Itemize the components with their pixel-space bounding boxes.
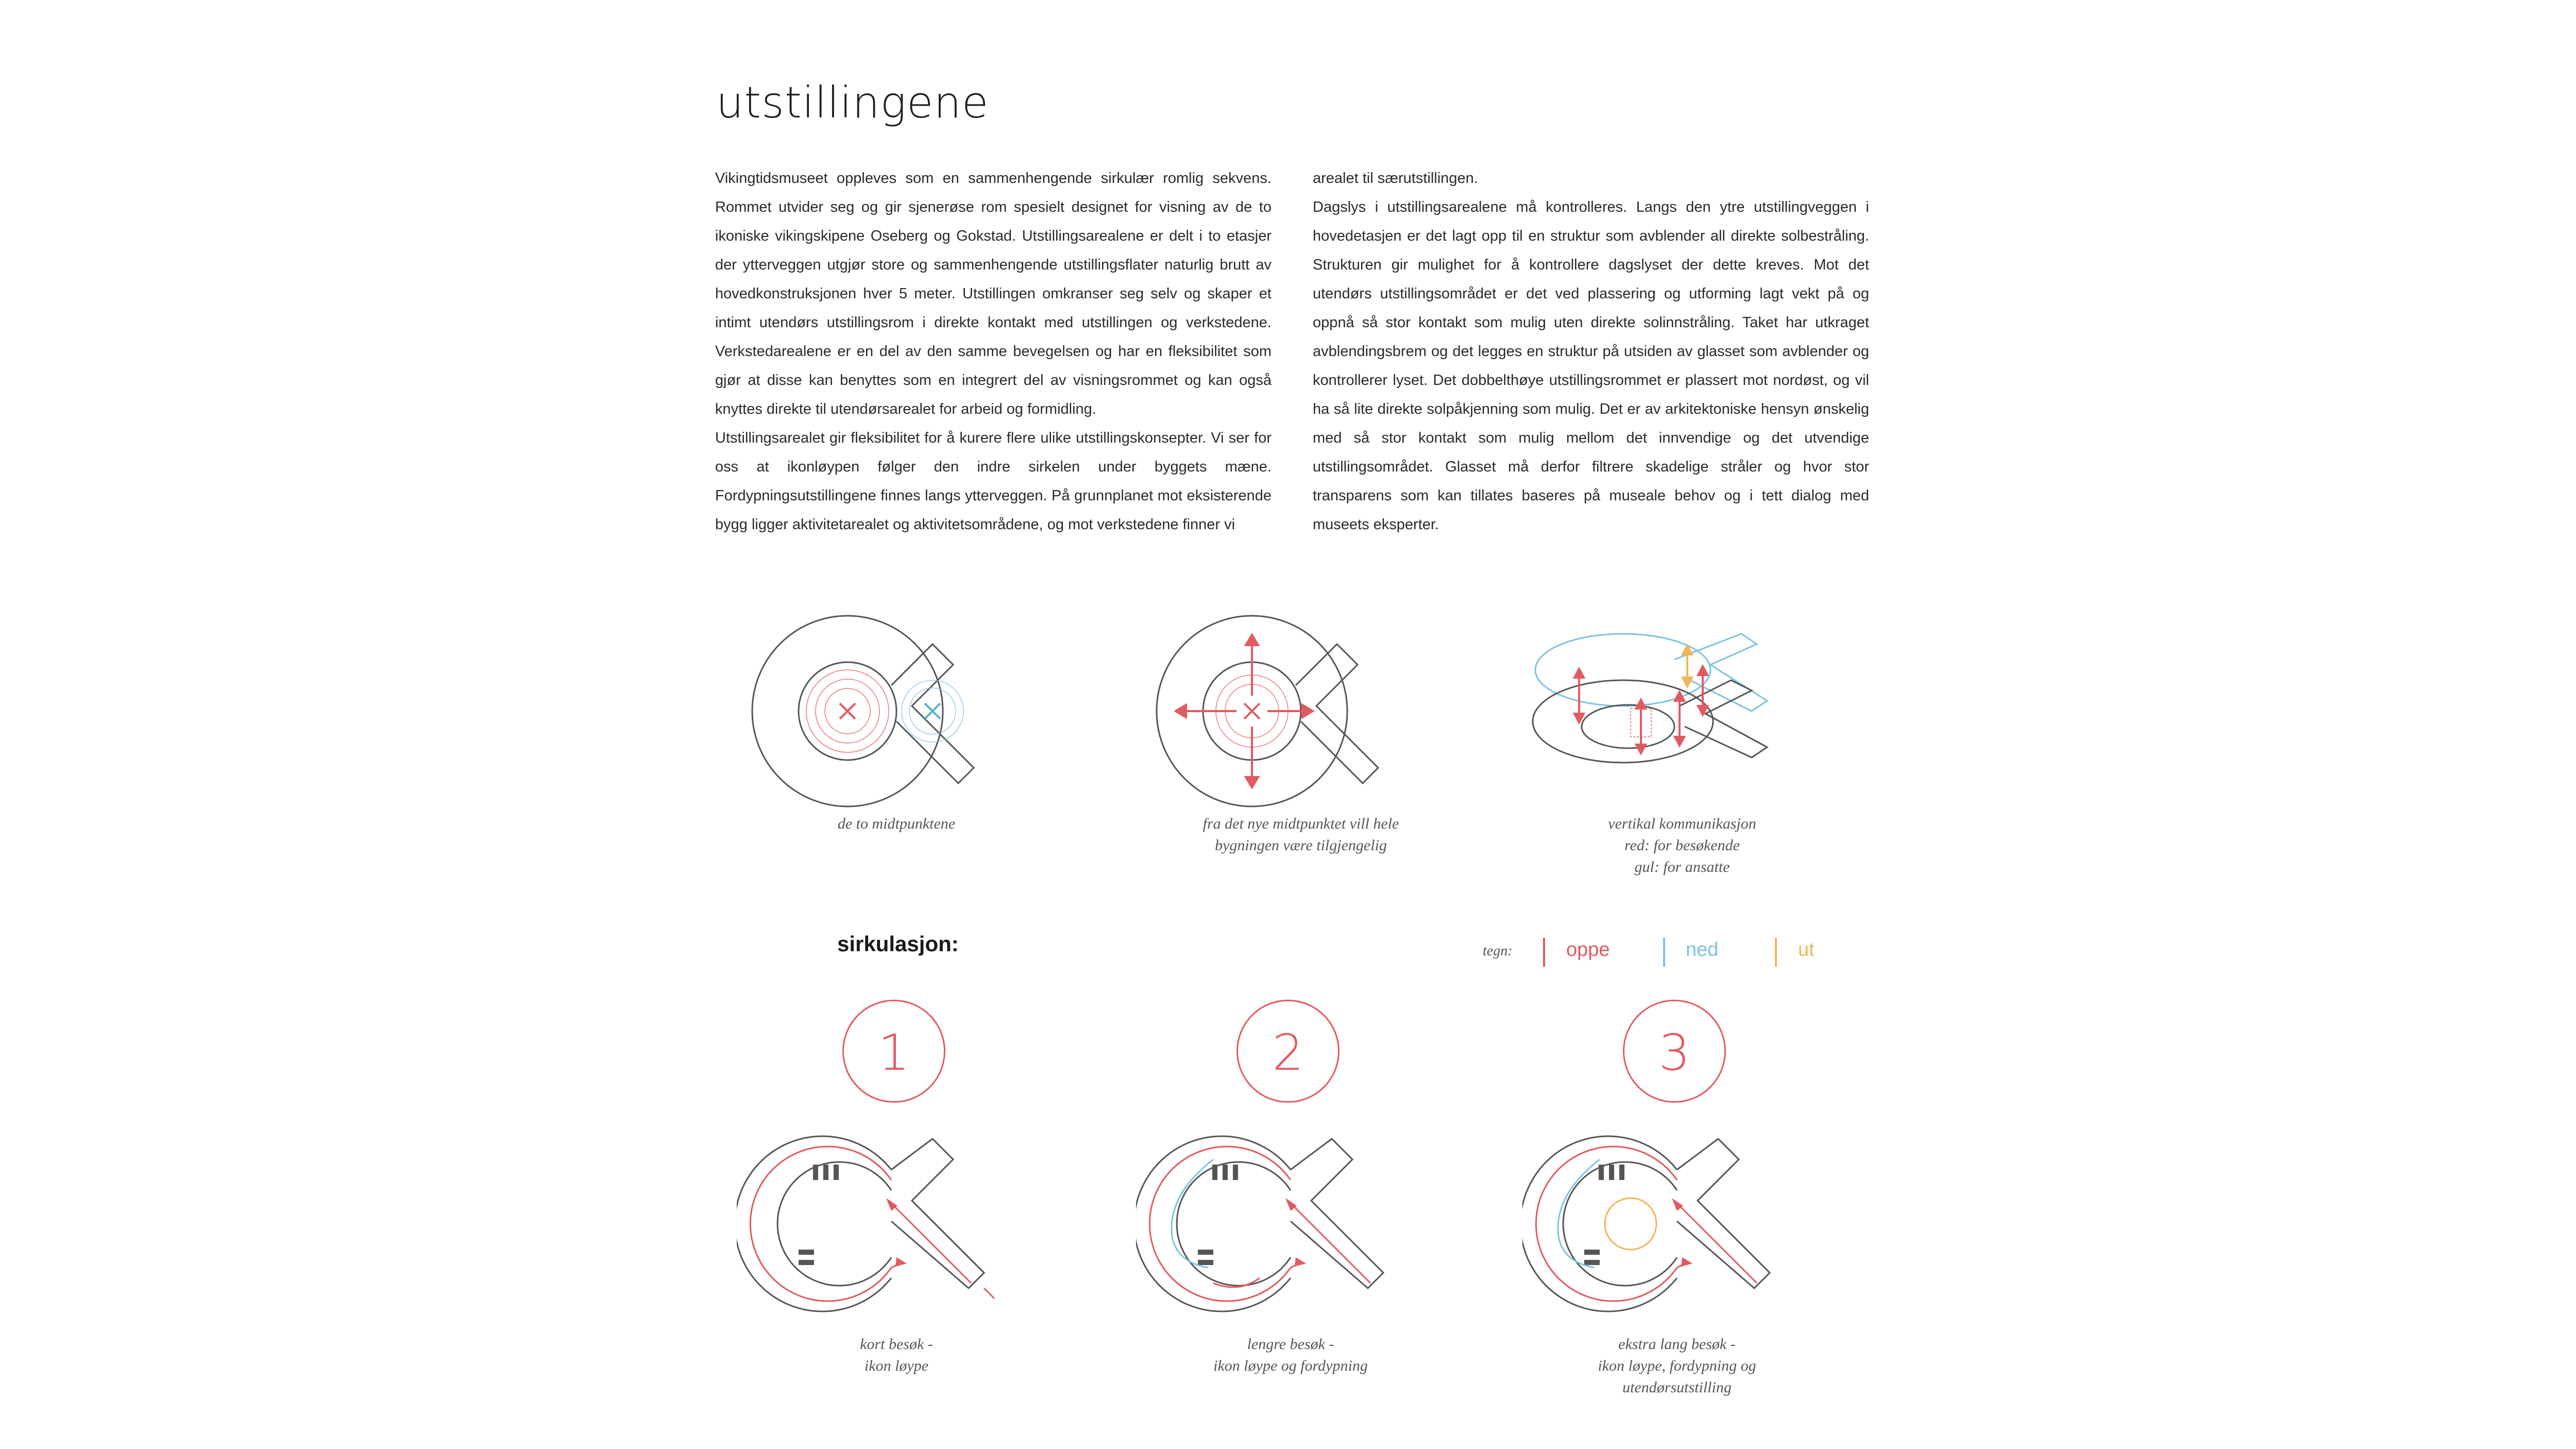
paragraph: Vikingtidsmuseet oppleves som en sammenhengende sirkulær romlig sekvens. Rommet utvider seg og gir sjenerøse rom spesielt designet for visning av de to ikoniske vikingskipene Oseberg og Gokstad. Utstillingsarealene er delt i to etasjer der ytterveggen utgjør store og sammenhengende utstillingsflater naturlig brutt av hovedkonstruksjonen hver 5 meter. Utstillingen omkranser seg selv og skaper et intimt utendørs utstillingsrom i direkte kontakt med utstillingen og verkstedene. Verkstedarealene er en del av den samme bevegelsen og har en fleksibilitet som gjør at disse kan benyttes som en integrert del av visningsrommet og kan også knyttes direkte til utendørsarealet for arbeid og formidling.	[715, 170, 1272, 417]
caption-two-midpoints: de to midtpunktene	[837, 815, 956, 832]
diagram-two-midpoints	[737, 603, 1041, 809]
circulation-heading: sirkulasjon:	[837, 932, 959, 956]
legend-label: tegn:	[1483, 943, 1513, 959]
legend-swatch-yellow	[1775, 938, 1777, 967]
caption-route-short: kort besøk - ikon løype	[860, 1336, 933, 1374]
legend-item-ned: ned	[1686, 939, 1719, 961]
page-title: utstillingene	[716, 77, 989, 128]
step-number-1: 1	[842, 1000, 945, 1103]
diagram-new-midpoint	[1141, 603, 1445, 809]
body-text-left	[715, 164, 1272, 539]
paragraph: Utstillingsarealet gir fleksibilitet for å kurere flere ulike utstillingskonsepter. Vi ser for oss at ikonløypen følger den indre sirkelen under byggets mæne. Fordypningsutstillingene finnes langs ytterveggen. På grunnplanet mot eksisterende bygg ligger aktivitetarealet og aktivitetsområdene, og mot verkstedene finner vi	[715, 430, 1272, 533]
diagram-vertical-communication	[1525, 624, 1834, 794]
caption-route-extra-long: ekstra lang besøk - ikon løype, fordypning og utendørsutstilling	[1598, 1336, 1756, 1396]
step-number-3: 3	[1623, 1000, 1726, 1103]
diagram-route-extra-long	[1522, 1128, 1832, 1314]
caption-route-longer: lengre besøk - ikon løype og fordypning	[1213, 1336, 1368, 1374]
body-text-right	[1313, 164, 1869, 539]
paragraph: arealet til særutstillingen.	[1313, 170, 1478, 187]
legend-item-ut: ut	[1798, 939, 1815, 961]
caption-new-midpoint: fra det nye midtpunktet vill hele bygningen være tilgjengelig	[1202, 815, 1399, 854]
paragraph: Dagslys i utstillingsarealene må kontrolleres. Langs den ytre utstillingveggen i hovedetasjen er det lagt opp til en struktur som avblender all direkte solbestråling. Strukturen gir mulighet for å kontrollere dagslyset der dette kreves. Mot det utendørs utstillingsområdet er det ved plassering og utforming lagt vekt på og oppnå så stor kontakt som mulig uten direkte solinnstråling. Taket har utkraget avblendingsbrem og det legges en struktur på utsiden av glasset som avblender og kontrollerer lyset. Det dobbelthøye utstillingsrommet er plassert mot nordøst, og vil ha så lite direkte solpåkjenning som mulig. Det er av arkitektoniske hensyn ønskelig med så stor kontakt som mulig mellom det innvendige og det utvendige utstillingsområdet. Glasset må derfor filtrere skadelige stråler og hvor stor transparens som kan tillates baseres på museale behov og i tett dialog med museets eksperter.	[1313, 199, 1869, 533]
diagram-route-short	[737, 1128, 1046, 1314]
diagram-route-longer	[1136, 1128, 1445, 1314]
legend-swatch-red	[1543, 938, 1545, 967]
legend-swatch-blue	[1663, 938, 1665, 967]
caption-vertical-communication: vertikal kommunikasjon red: for besøkende gul: for ansatte	[1608, 815, 1756, 875]
legend-item-oppe: oppe	[1566, 939, 1610, 961]
step-number-2: 2	[1236, 1000, 1340, 1103]
